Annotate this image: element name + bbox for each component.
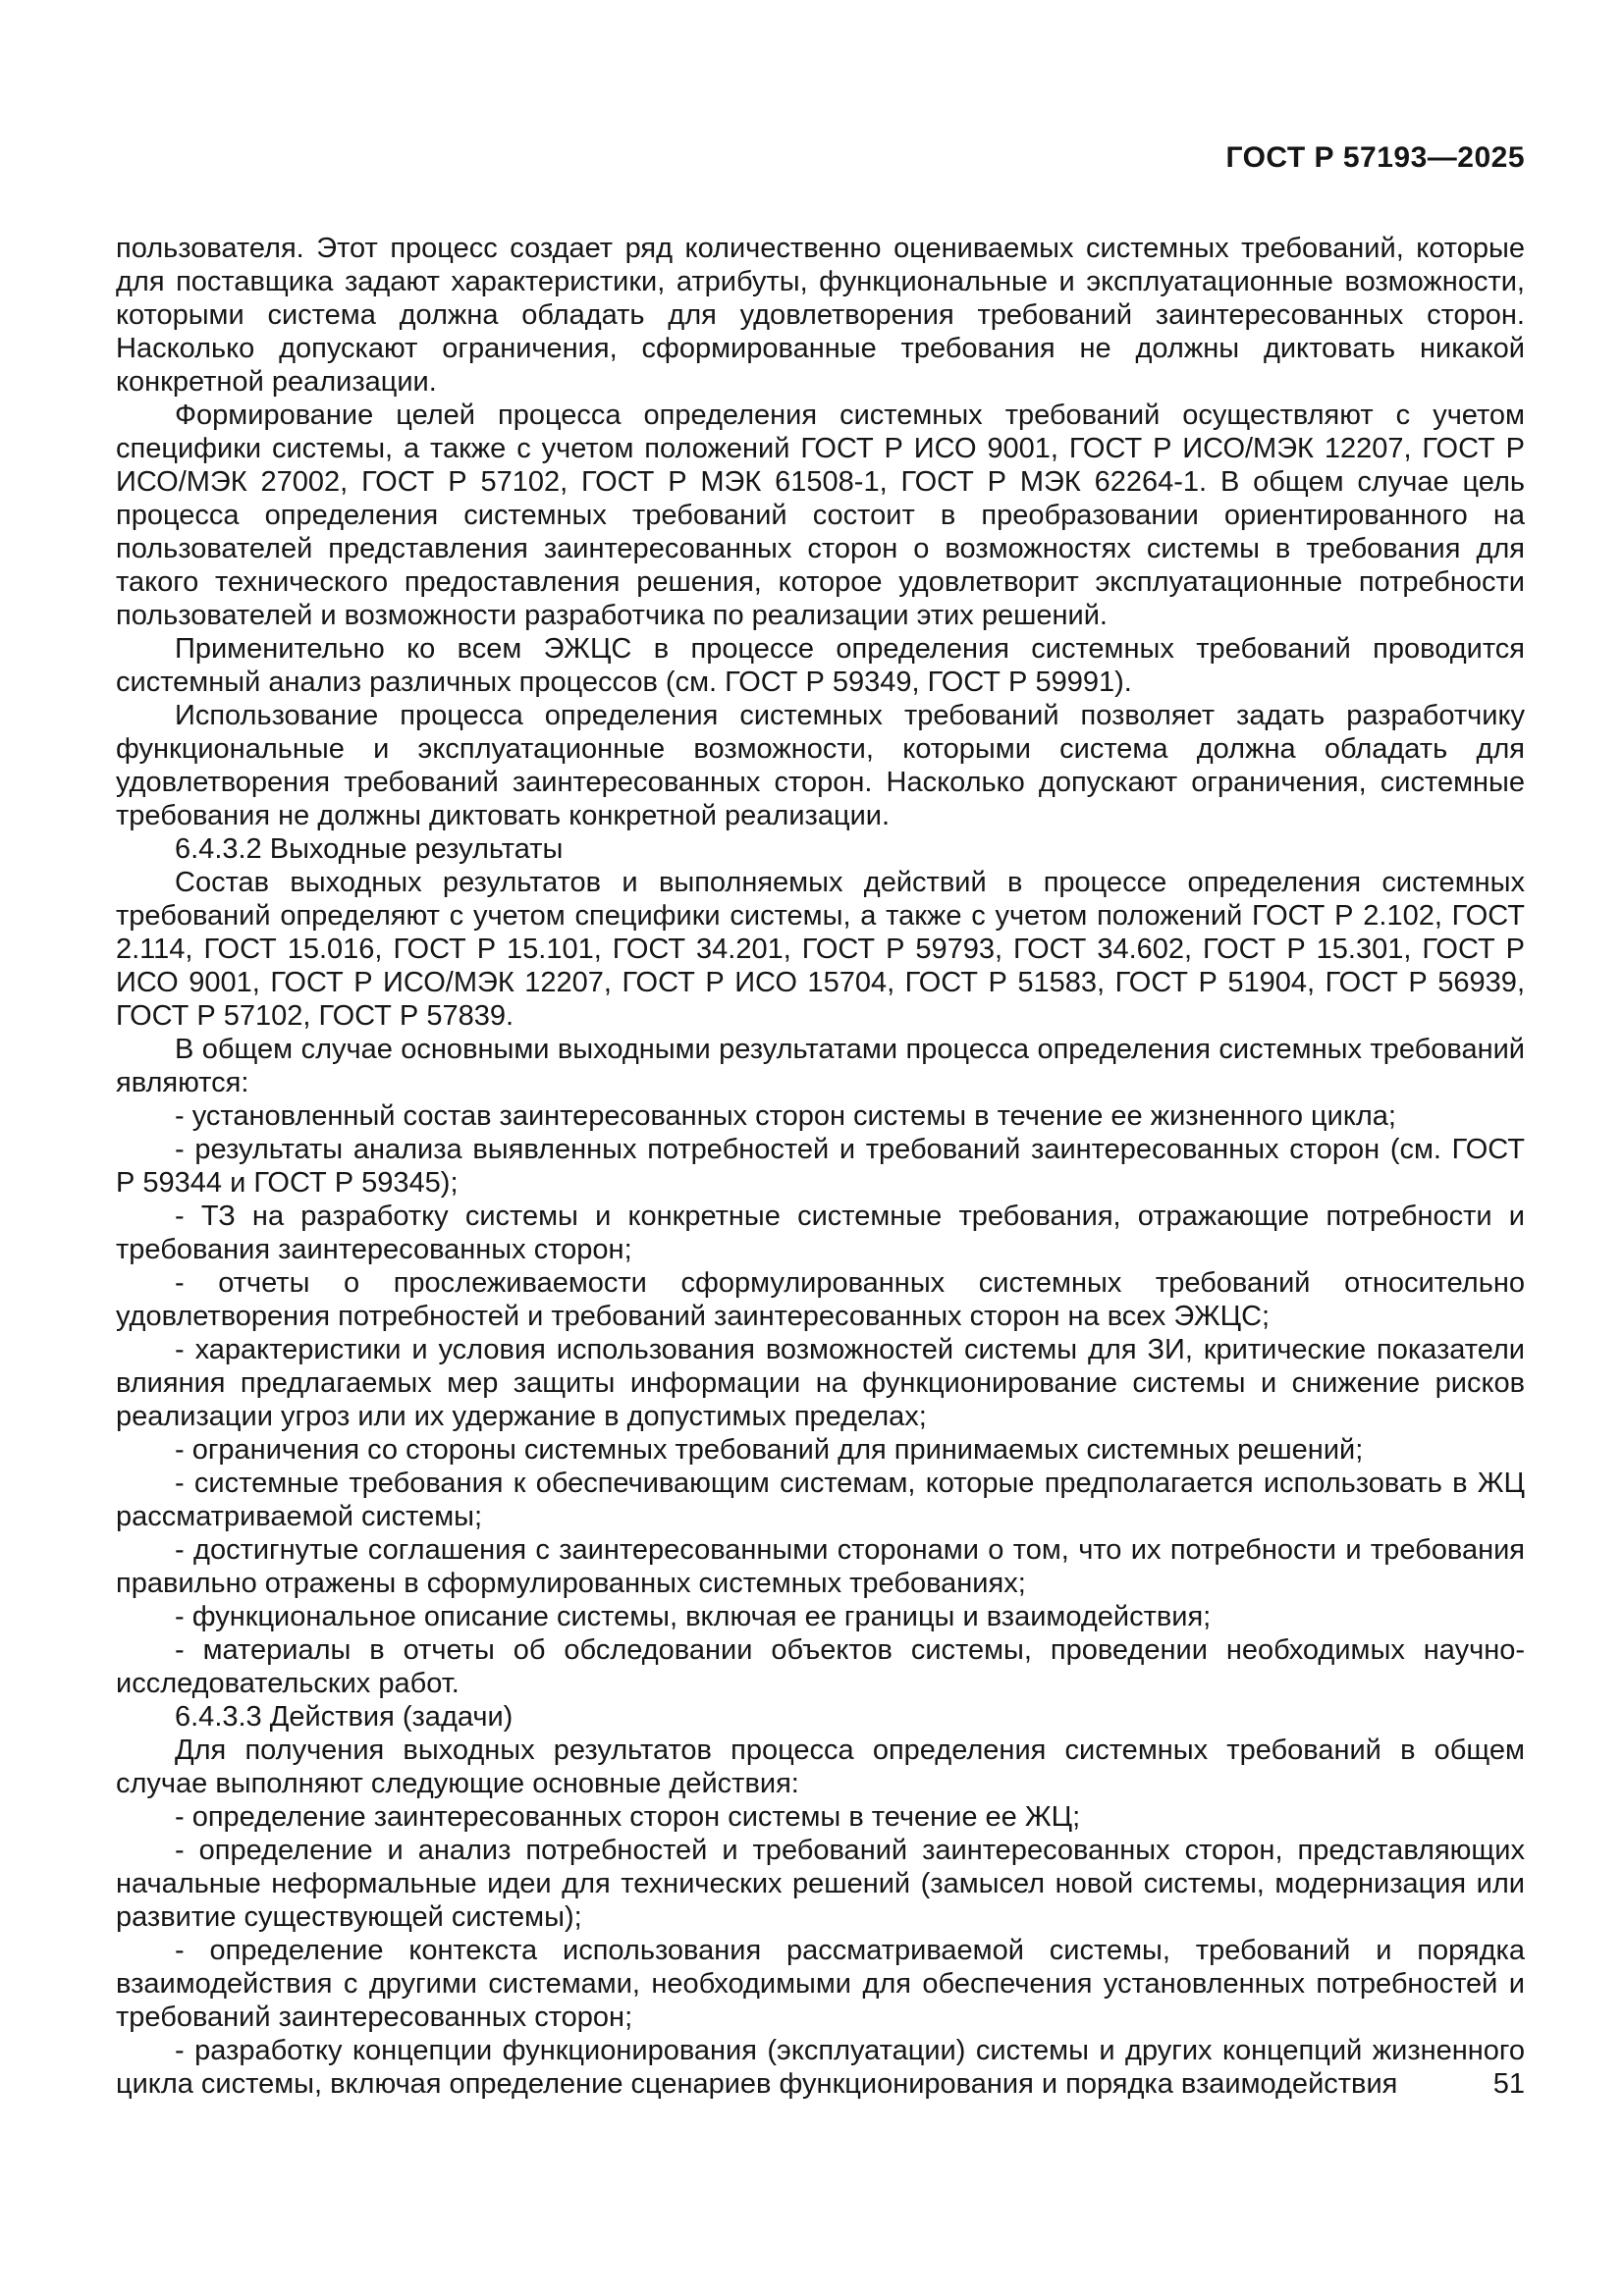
section-heading: 6.4.3.3 Действия (задачи)	[175, 1701, 514, 1733]
paragraph: - разработку концепции функционирования (эксплуатации) системы и других концепций жизненного цикла системы, включая определение сценариев функционирования и порядка взаимодействия	[116, 2035, 1525, 2100]
paragraph: Применительно ко всем ЭЖЦС в процессе определения системных требований проводится системный анализ различных процессов (см. ГОСТ Р 59349, ГОСТ Р 59991).	[116, 633, 1525, 698]
paragraph: В общем случае основными выходными результатами процесса определения системных требований являются:	[116, 1034, 1525, 1098]
paragraph: - ТЗ на разработку системы и конкретные системные требования, отражающие потребности и требования заинтересованных сторон;	[116, 1201, 1525, 1265]
paragraph: пользователя. Этот процесс создает ряд количественно оцениваемых системных требований, которые для поставщика задают характеристики, атрибуты, функциональные и эксплуатационные возможности, которыми система должна обладать для удовлетворения требований заинтересованных сторон. Насколько допускают ограничения, сформированные требования не должны диктовать никакой конкретной реализации.	[116, 233, 1525, 398]
paragraph: - материалы в отчеты об обследовании объектов системы, проведении необходимых научно-исследовательских работ.	[116, 1634, 1525, 1699]
paragraph: - установленный состав заинтересованных сторон системы в течение ее жизненного цикла;	[175, 1100, 1396, 1132]
section-heading: 6.4.3.2 Выходные результаты	[175, 833, 564, 865]
paragraph: - функциональное описание системы, включая ее границы и взаимодействия;	[175, 1601, 1212, 1632]
paragraph: Использование процесса определения системных требований позволяет задать разработчику функциональные и эксплуатационные возможности, которыми система должна обладать для удовлетворения требований заинтересованных сторон. Насколько допускают ограничения, системные требования не должны диктовать конкретной реализации.	[116, 700, 1525, 831]
document-body	[116, 232, 1525, 2101]
paragraph: Формирование целей процесса определения системных требований осуществляют с учетом специфики системы, а также с учетом положений ГОСТ Р ИСО 9001, ГОСТ Р ИСО/МЭК 12207, ГОСТ Р ИСО/МЭК 27002, ГОСТ Р 57102, ГОСТ Р МЭК 61508-1, ГОСТ Р МЭК 62264-1. В общем случае цель процесса определения системных требований состоит в преобразовании ориентированного на пользователей представления заинтересованных сторон о возможностях системы в требования для такого технического предоставления решения, которое удовлетворит эксплуатационные потребности пользователей и возможности разработчика по реализации этих решений.	[116, 400, 1525, 631]
paragraph: - отчеты о прослеживаемости сформулированных системных требований относительно удовлетворения потребностей и требований заинтересованных сторон на всех ЭЖЦС;	[116, 1267, 1525, 1332]
paragraph: - определение и анализ потребностей и требований заинтересованных сторон, представляющих начальные неформальные идеи для технических решений (замысел новой системы, модернизация или развитие существующей системы);	[116, 1835, 1525, 1933]
paragraph: - характеристики и условия использования возможностей системы для ЗИ, критические показатели влияния предлагаемых мер защиты информации на функционирование системы и снижение рисков реализации угроз или их удержание в допустимых пределах;	[116, 1334, 1525, 1432]
paragraph: - определение контекста использования рассматриваемой системы, требований и порядка взаимодействия с другими системами, необходимыми для обеспечения установленных потребностей и требований заинтересованных сторон;	[116, 1935, 1525, 2033]
paragraph: - системные требования к обеспечивающим системам, которые предполагается использовать в ЖЦ рассматриваемой системы;	[116, 1468, 1525, 1532]
paragraph: - ограничения со стороны системных требований для принимаемых системных решений;	[175, 1434, 1364, 1466]
paragraph: - достигнутые соглашения с заинтересованными сторонами о том, что их потребности и требования правильно отражены в сформулированных системных требованиях;	[116, 1534, 1525, 1599]
paragraph: Состав выходных результатов и выполняемых действий в процессе определения системных требований определяют с учетом специфики системы, а также с учетом положений ГОСТ Р 2.102, ГОСТ 2.114, ГОСТ 15.016, ГОСТ Р 15.101, ГОСТ 34.201, ГОСТ Р 59793, ГОСТ 34.602, ГОСТ Р 15.301, ГОСТ Р ИСО 9001, ГОСТ Р ИСО/МЭК 12207, ГОСТ Р ИСО 15704, ГОСТ Р 51583, ГОСТ Р 51904, ГОСТ Р 56939, ГОСТ Р 57102, ГОСТ Р 57839.	[116, 867, 1525, 1032]
page-header	[116, 141, 1525, 175]
standard-code: ГОСТ Р 57193—2025	[1225, 141, 1525, 174]
page-number: 51	[1492, 2068, 1525, 2100]
paragraph: - определение заинтересованных сторон системы в течение ее ЖЦ;	[175, 1801, 1081, 1833]
paragraph: - результаты анализа выявленных потребностей и требований заинтересованных сторон (см. ГОСТ Р 59344 и ГОСТ Р 59345);	[116, 1134, 1525, 1199]
paragraph: Для получения выходных результатов процесса определения системных требований в общем случае выполняют следующие основные действия:	[116, 1735, 1525, 1799]
